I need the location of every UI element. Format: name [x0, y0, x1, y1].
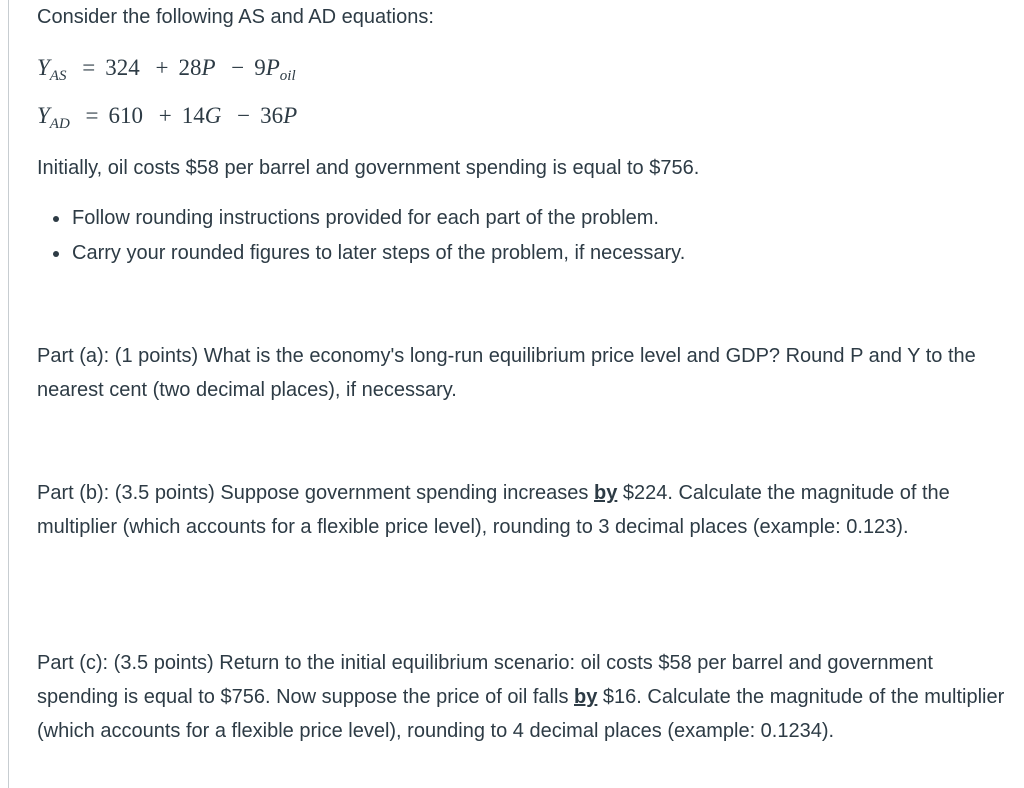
as-constant: 324: [105, 55, 140, 80]
ad-constant: 610: [108, 103, 144, 128]
instruction-item: Follow rounding instructions provided for each part of the problem.: [37, 201, 685, 236]
as-var-poil: P: [265, 55, 280, 80]
part-c-pre: Part (c): (3.5 points) Return to the initial equilibrium scenario: oil costs $58 per barrel and government spending is equal to $756. Now suppose the price of oil falls: [37, 652, 933, 708]
as-coef-p: 28: [178, 55, 202, 80]
ad-equation: [37, 103, 298, 132]
as-oil-sub: oil: [279, 68, 296, 84]
ad-coef-p: 36: [260, 103, 284, 128]
part-b-by-emphasis: by: [593, 482, 618, 504]
intro-text: Consider the following AS and AD equations:: [37, 6, 434, 28]
part-b-question: [37, 476, 1005, 544]
ad-var-p: P: [283, 103, 298, 128]
ad-coef-g: 14: [181, 103, 205, 128]
as-equals: =: [82, 55, 96, 80]
part-c-question: [37, 646, 1005, 748]
as-lhs: Y: [37, 55, 50, 80]
as-coef-oil: 9: [254, 55, 266, 80]
instruction-list: [37, 201, 685, 271]
ad-var-g: G: [204, 103, 222, 128]
as-lhs-sub: AS: [49, 68, 67, 84]
as-minus: −: [231, 55, 245, 80]
ad-equals: =: [85, 103, 99, 128]
part-c-by-emphasis: by: [574, 686, 598, 708]
ad-lhs: Y: [37, 103, 50, 128]
ad-lhs-sub: AD: [49, 116, 70, 132]
ad-plus: +: [158, 103, 172, 128]
as-var-p: P: [201, 55, 216, 80]
instruction-item: Carry your rounded figures to later steps of the problem, if necessary.: [37, 236, 685, 271]
part-c-post: $16. Calculate the magnitude of the multiplier (which accounts for a flexible price level), rounding to 4 decimal places (example: 0.1234).: [37, 686, 1005, 742]
part-b-pre: Part (b): (3.5 points) Suppose government spending increases: [37, 482, 594, 504]
ad-minus: −: [237, 103, 251, 128]
left-border: [8, 0, 9, 788]
part-b-post: $224. Calculate the magnitude of the multiplier (which accounts for a flexible price level), rounding to 3 decimal places (example: 0.123).: [37, 482, 950, 538]
as-plus: +: [155, 55, 169, 80]
part-a-question: Part (a): (1 points) What is the economy's long-run equilibrium price level and GDP? Round P and Y to the nearest cent (two decimal places), if necessary.: [37, 345, 976, 401]
as-equation: [37, 55, 296, 84]
initial-conditions: Initially, oil costs $58 per barrel and government spending is equal to $756.: [37, 157, 700, 179]
